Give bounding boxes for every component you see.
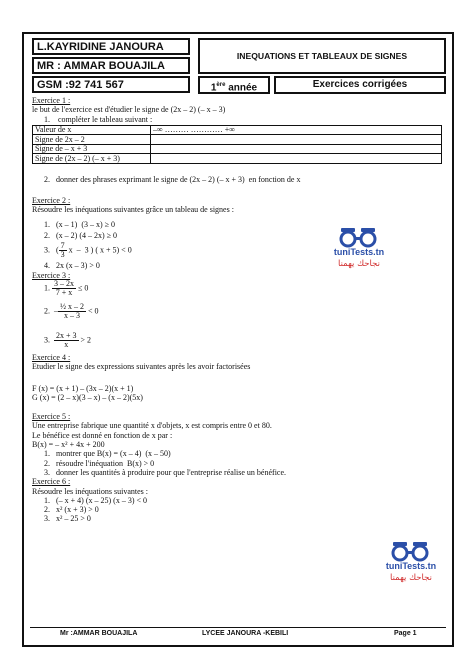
document-title: INEQUATIONS ET TABLEAUX DE SIGNES (198, 38, 446, 74)
exercise-3-item-2: 2. – $\frac{\text{½ x – 2}}{x - 3}$ < 0 (44, 301, 99, 320)
expression-g: G (x) = (2 – x)(3 – x) – (x – 2)(5x) (32, 392, 143, 402)
fraction: $\frac{7}{3}$ (60, 241, 65, 260)
logo-slogan: نجاحك يهمنا (338, 259, 380, 269)
exercise-3-title: Exercice 3 : (32, 270, 71, 280)
table-row (33, 154, 442, 164)
document-body (32, 96, 442, 524)
fraction: $\frac{3 - 2x}{7 + x}$ (54, 278, 74, 297)
table-cell: Signe de (2x – 2) (– x + 3) (33, 154, 151, 164)
logo-glasses-icon (338, 226, 378, 248)
footer-divider (30, 627, 446, 628)
tunitests-logo (326, 226, 392, 274)
footer-author: Mr :AMMAR BOUAJILA (60, 630, 138, 637)
exercise-2-item: 4. 2x (x – 3) > 0 (44, 261, 100, 271)
table-cell (151, 154, 442, 164)
exercise-1-question-1: 1. compléter le tableau suivant : (44, 114, 153, 124)
exercise-1-question-2: 2. donner des phrases exprimant le signe de (2x – 2) (– x + 3) en fonction de x (44, 174, 301, 184)
exercise-5-title: Exercice 5 : (32, 412, 71, 422)
expression-f: F (x) = (x + 1) – (3x – 2)(x + 1) (32, 383, 134, 393)
table-cell: –∞ ……… ………… +∞ (151, 125, 442, 135)
title-block (198, 38, 446, 94)
teacher-name: MR : AMMAR BOUAJILA (32, 57, 190, 74)
exercise-2-item: 2. (x – 2) (4 – 2x) ≥ 0 (44, 231, 118, 241)
table-cell: Valeur de x (33, 125, 151, 135)
table-row (33, 135, 442, 145)
table-cell (151, 135, 442, 145)
fraction: $\frac{2x + 3}{x}$ (56, 330, 77, 349)
exercise-6-item: 2. x² (x + 3) > 0 (44, 505, 99, 515)
author-block (32, 38, 190, 95)
exercise-2-title: Exercice 2 : (32, 196, 71, 206)
logo-glasses-icon (390, 540, 430, 562)
sign-table (32, 125, 442, 164)
table-row (33, 125, 442, 135)
exercise-5-text: Une entreprise fabrique une quantité x d'objets, x est compris entre 0 et 80. (32, 421, 272, 431)
fraction: $\frac{\text{½ x – 2}}{x - 3}$ (60, 301, 84, 320)
level-label: 1ère année (198, 76, 270, 94)
exercise-1-intro: le but de l'exercice est d'étudier le signe de (2x – 2) (– x – 3) (32, 105, 226, 115)
exercise-5-formula: B(x) = – x² + 4x + 200 (32, 440, 105, 450)
school-name: L.KAYRIDINE JANOURA (32, 38, 190, 55)
exercise-4-title: Exercice 4 : (32, 352, 71, 362)
exercise-2-item: 1. (x – 1) (3 – x) ≥ 0 (44, 219, 116, 229)
exercise-6-item: 3. x² – 25 > 0 (44, 514, 91, 524)
table-cell (151, 144, 442, 154)
exercise-5-question: 3. donner les quantités à produire pour que l'entreprise réalise un bénéfice. (44, 467, 287, 477)
exercise-4-intro: Etudier le signe des expressions suivantes après les avoir factorisées (32, 362, 251, 372)
exercise-5-text: Le bénéfice est donné en fonction de x par : (32, 430, 173, 440)
exercise-3-item-1: 1. $\frac{3 - 2x}{7 + x}$ ≤ 0 (44, 278, 89, 297)
tunitests-logo (378, 540, 444, 588)
phone-number: GSM :92 741 567 (32, 76, 190, 93)
table-cell: Signe de – x + 3 (33, 144, 151, 154)
exercise-5-question: 2. résoudre l'inéquation B(x) > 0 (44, 458, 155, 468)
table-cell: Signe de 2x – 2 (33, 135, 151, 145)
logo-slogan: نجاحك يهمنا (390, 573, 432, 583)
exercise-2-intro: Résoudre les inéquations suivantes grâce un tableau de signes : (32, 205, 234, 215)
exercise-2-item-3: 3. ( $\frac{7}{3}$ x – 3 ) ( x + 5) < 0 (44, 241, 132, 260)
footer-page-number: Page 1 (394, 630, 417, 637)
logo-name: tuniTests.tn (385, 561, 437, 571)
category-label: Exercices corrigées (274, 76, 446, 94)
exercise-6-title: Exercice 6 : (32, 477, 71, 487)
exercise-6-item: 1. (– x + 4) (x – 25) (x – 3) < 0 (44, 495, 148, 505)
exercise-6-intro: Résoudre les inéquations suivantes : (32, 486, 148, 496)
footer-school: LYCEE JANOURA -KEBILI (202, 630, 289, 637)
logo-name: tuniTests.tn (333, 247, 385, 257)
exercise-5-question: 1. montrer que B(x) = (x – 4) (x – 50) (44, 449, 171, 459)
exercise-3-item-3: 3. $\frac{2x + 3}{x}$ > 2 (44, 330, 92, 349)
table-row (33, 144, 442, 154)
exercise-1-title: Exercice 1 : (32, 96, 71, 105)
document-header (32, 38, 446, 96)
